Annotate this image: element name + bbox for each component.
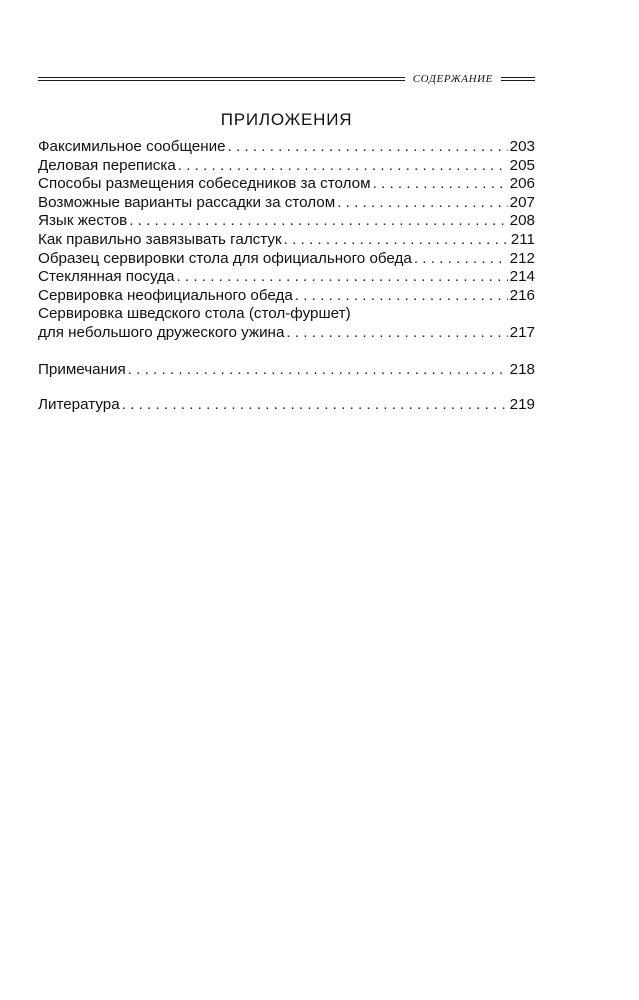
toc-entry-page: 205 — [509, 156, 535, 174]
toc-entry — [38, 194, 535, 213]
toc-entry-title: Способы размещения собеседников за столом — [38, 175, 371, 193]
header-rule-right — [501, 77, 535, 82]
toc-entry — [38, 324, 535, 343]
dot-leader — [295, 287, 508, 306]
dot-leader — [128, 361, 508, 380]
dot-leader — [284, 231, 509, 250]
toc-entry-page: 216 — [509, 286, 535, 304]
dot-leader — [176, 268, 507, 287]
toc-entry — [38, 157, 535, 176]
toc-entry-title: Сервировка неофициального обеда — [38, 286, 293, 304]
toc-entry-title-line1: Сервировка шведского стола (стол-фуршет) — [38, 305, 351, 323]
toc-entry-page: 214 — [509, 268, 535, 286]
dot-leader — [228, 138, 508, 157]
toc-entry-notes — [38, 361, 535, 380]
toc-entry-title: Деловая переписка — [38, 156, 176, 174]
toc-entry-page: 217 — [509, 323, 535, 341]
toc-entry-page: 218 — [509, 360, 535, 378]
header-rule-left — [38, 77, 405, 82]
section-title: ПРИЛОЖЕНИЯ — [220, 110, 353, 129]
toc-entry-page: 212 — [509, 249, 535, 267]
toc-entry-title: Язык жестов — [38, 212, 128, 230]
toc-entry — [38, 250, 535, 269]
toc-entry-title: Литература — [38, 396, 120, 414]
toc-entry-page: 207 — [509, 193, 535, 211]
toc-entry — [38, 287, 535, 306]
toc-entry — [38, 231, 535, 250]
toc-entry-title: Образец сервировки стола для официального обеда — [38, 249, 412, 267]
toc-entry-title: Примечания — [38, 360, 126, 378]
dot-leader — [373, 175, 508, 194]
dot-leader — [286, 324, 507, 343]
toc-entry-page: 211 — [510, 230, 535, 248]
running-title: СОДЕРЖАНИЕ — [412, 73, 493, 85]
toc-entry-page: 208 — [509, 212, 535, 230]
toc-entry — [38, 268, 535, 287]
dot-leader — [129, 212, 507, 231]
toc-entry — [38, 175, 535, 194]
toc-entry-title: Факсимильное сообщение — [38, 138, 226, 155]
dot-leader — [178, 157, 508, 176]
dot-leader — [414, 250, 508, 269]
toc-entry-page: 203 — [509, 138, 535, 155]
toc-entry-literature — [38, 396, 535, 415]
dot-leader — [122, 396, 508, 415]
toc-entry — [38, 138, 535, 157]
toc-entry-title-line2: для небольшого дружеского ужина — [38, 323, 285, 341]
toc-entry-page: 206 — [509, 175, 535, 193]
toc-entry-title: Возможные варианты рассадки за столом — [38, 193, 336, 211]
table-of-contents — [38, 138, 535, 415]
running-header — [38, 68, 535, 90]
dot-leader — [337, 194, 507, 213]
toc-entry-page: 219 — [509, 396, 535, 414]
toc-entry-title: Как правильно завязывать галстук — [38, 230, 282, 248]
toc-entry — [38, 212, 535, 231]
toc-entry-title: Стеклянная посуда — [38, 268, 175, 286]
